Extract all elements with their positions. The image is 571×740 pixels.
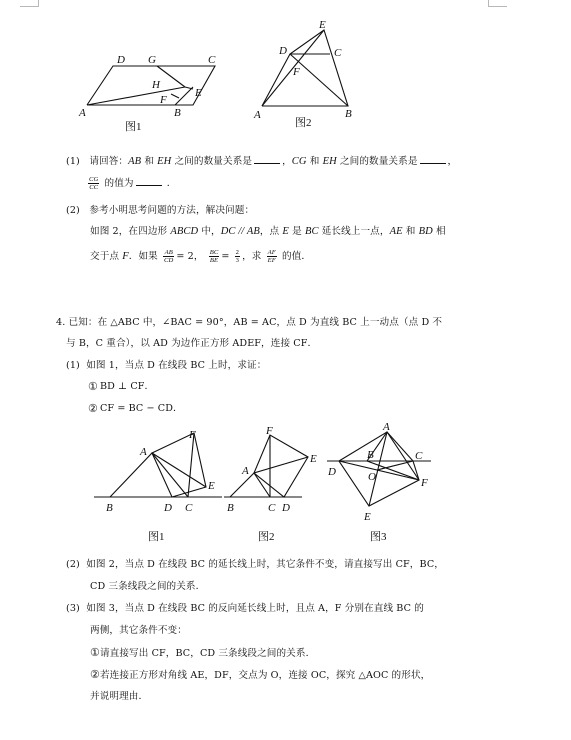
fig2-label-D: D (279, 45, 287, 57)
fraction-bc-be: $\frac{BC}{BE}$ (209, 249, 219, 264)
p4-fig3-caption: 图3 (370, 531, 387, 543)
p4-fig3-label-F: F (421, 477, 428, 489)
p4-fig2-label-E: E (310, 453, 317, 465)
answer-blank-2[interactable] (420, 154, 446, 164)
p3-q1-line1 (66, 154, 457, 169)
p3-rel-text: 之间的数量关系是 (174, 156, 253, 167)
fig2-caption: 图2 (295, 117, 312, 129)
p4-q3-sub1: ①请直接写出 CF，BC，CD 三条线段之间的关系． (90, 646, 316, 659)
answer-blank-1[interactable] (254, 154, 280, 164)
p3-q2-text: 参考小明思考问题的方法，解决问题： (89, 205, 255, 216)
p4-fig3-label-A: A (383, 421, 390, 433)
p3-and: 和 (144, 156, 155, 167)
fig2-label-B: B (345, 108, 352, 120)
fig1-label-C: C (208, 54, 216, 66)
p4-fig1-caption: 图1 (148, 531, 165, 543)
p3-period: ． (166, 178, 177, 189)
figure-p4-3 (325, 420, 435, 545)
p4-q1-claim2: ② CF = BC − CD． (88, 402, 183, 415)
p4-q2-line2: CD 三条线段之间的关系． (90, 581, 206, 592)
p4-fig3-label-C: C (415, 450, 423, 462)
p3-var-ab: AB (128, 156, 142, 167)
p3-q2-line2: 如图 2，在四边形 ABCD 中，DC // AB，点 E 是 BC 延长线上一点，AE 和 BD 相 (90, 226, 446, 237)
p4-fig2-label-B: B (227, 502, 234, 514)
p4-fig2-label-F: F (266, 425, 273, 437)
fig1-label-D: D (117, 54, 125, 66)
p4-fig3-label-E: E (364, 511, 371, 523)
p3-q2-line3: 交于点 F．如果 $\frac{AB}{CD}$ = 2， $\frac{BC}{BE}$ = $\frac{2}{3}$ ，求 $\frac{AF}{EF}$ 的值． (90, 249, 312, 264)
fraction-ab-cd: $\frac{AB}{CD}$ (164, 249, 174, 264)
p4-fig3-label-O: O (368, 471, 376, 483)
fig1-label-H: H (152, 79, 160, 91)
p3-var-eh-2: EH (322, 156, 337, 167)
p4-fig1-label-A: A (140, 446, 147, 458)
p4-fig2-label-A: A (242, 465, 249, 477)
p4-fig1-label-B: B (106, 502, 113, 514)
p4-fig2-label-C: C (268, 502, 276, 514)
p4-fig2-label-D: D (282, 502, 290, 514)
p4-fig1-label-D: D (164, 502, 172, 514)
p3-var-eh: EH (157, 156, 172, 167)
p4-q2-line1: (2) 如图 2，当点 D 在线段 BC 的延长线上时，其它条件不变，请直接写出 CF，BC， (66, 559, 444, 570)
fig2-label-F: F (293, 66, 300, 78)
p4-q1-claim1: ① BD ⊥ CF． (88, 380, 155, 393)
p3-rel-text-2: 之间的数量关系是 (339, 156, 418, 167)
fig1-label-B: B (174, 107, 181, 119)
fraction-af-ef: $\frac{AF}{EF}$ (267, 249, 276, 264)
p3-comma: ， (282, 156, 292, 167)
p4-q3-sub3: 并说明理由． (90, 691, 149, 702)
p4-fig3-label-B: B (367, 449, 374, 461)
p3-q2-number: (2) (66, 205, 80, 216)
p3-and-2: 和 (309, 156, 320, 167)
p4-fig1-label-F: F (189, 429, 196, 441)
p4-line1: 4. 已知：在 △ABC 中，∠BAC = 90°，AB = AC，点 D 为直线 BC 上一动点（点 D 不 (56, 317, 443, 328)
p3-q1-text: 请回答： (89, 156, 129, 167)
figure-trapezoid (250, 18, 365, 138)
figure-p4-1 (94, 425, 224, 545)
crop-mark-top-left (20, 0, 39, 7)
p4-q3-line1: (3) 如图 3，当点 D 在线段 BC 的反向延长线上时，且点 A，F 分别在直线 BC 的 (66, 603, 424, 614)
p4-fig1-label-E: E (208, 480, 215, 492)
fig1-caption: 图1 (125, 121, 142, 133)
p3-comma-2: ， (447, 156, 458, 167)
fraction-cg-cc: $\frac{CG}{CC}$ (89, 176, 99, 191)
fig2-label-A: A (254, 109, 261, 121)
crop-mark-top-right (488, 0, 507, 7)
p4-fig2-caption: 图2 (258, 531, 275, 543)
p4-fig1-label-C: C (185, 502, 193, 514)
figure-parallelogram (75, 48, 225, 138)
fig1-label-A: A (79, 107, 86, 119)
p4-q1-line: (1) 如图 1，当点 D 在线段 BC 上时，求证： (66, 360, 267, 371)
p3-q2-line1 (66, 204, 254, 218)
p3-value-text: 的值为 (104, 178, 134, 189)
fig2-label-E: E (319, 19, 326, 31)
fraction-2-3: $\frac{2}{3}$ (235, 249, 240, 264)
answer-blank-3[interactable] (136, 176, 162, 186)
p4-line2: 与 B，C 重合），以 AD 为边作正方形 ADEF，连接 CF． (66, 338, 318, 349)
p3-q1-number: (1) (66, 156, 80, 167)
p4-q3-sub2: ②若连接正方形对角线 AE，DF，交点为 O，连接 OC，探究 △AOC 的形状， (90, 668, 431, 681)
fig2-label-C: C (334, 47, 342, 59)
p4-q3-line2: 两侧，其它条件不变： (90, 625, 187, 636)
p3-q1-line2 (86, 176, 176, 191)
fig1-label-E: E (195, 87, 202, 99)
p4-fig3-label-D: D (328, 466, 336, 478)
fig1-label-G: G (148, 54, 156, 66)
fig1-label-F: F (160, 94, 167, 106)
p3-var-cg: CG (291, 156, 307, 167)
figure-p4-2 (222, 425, 327, 545)
